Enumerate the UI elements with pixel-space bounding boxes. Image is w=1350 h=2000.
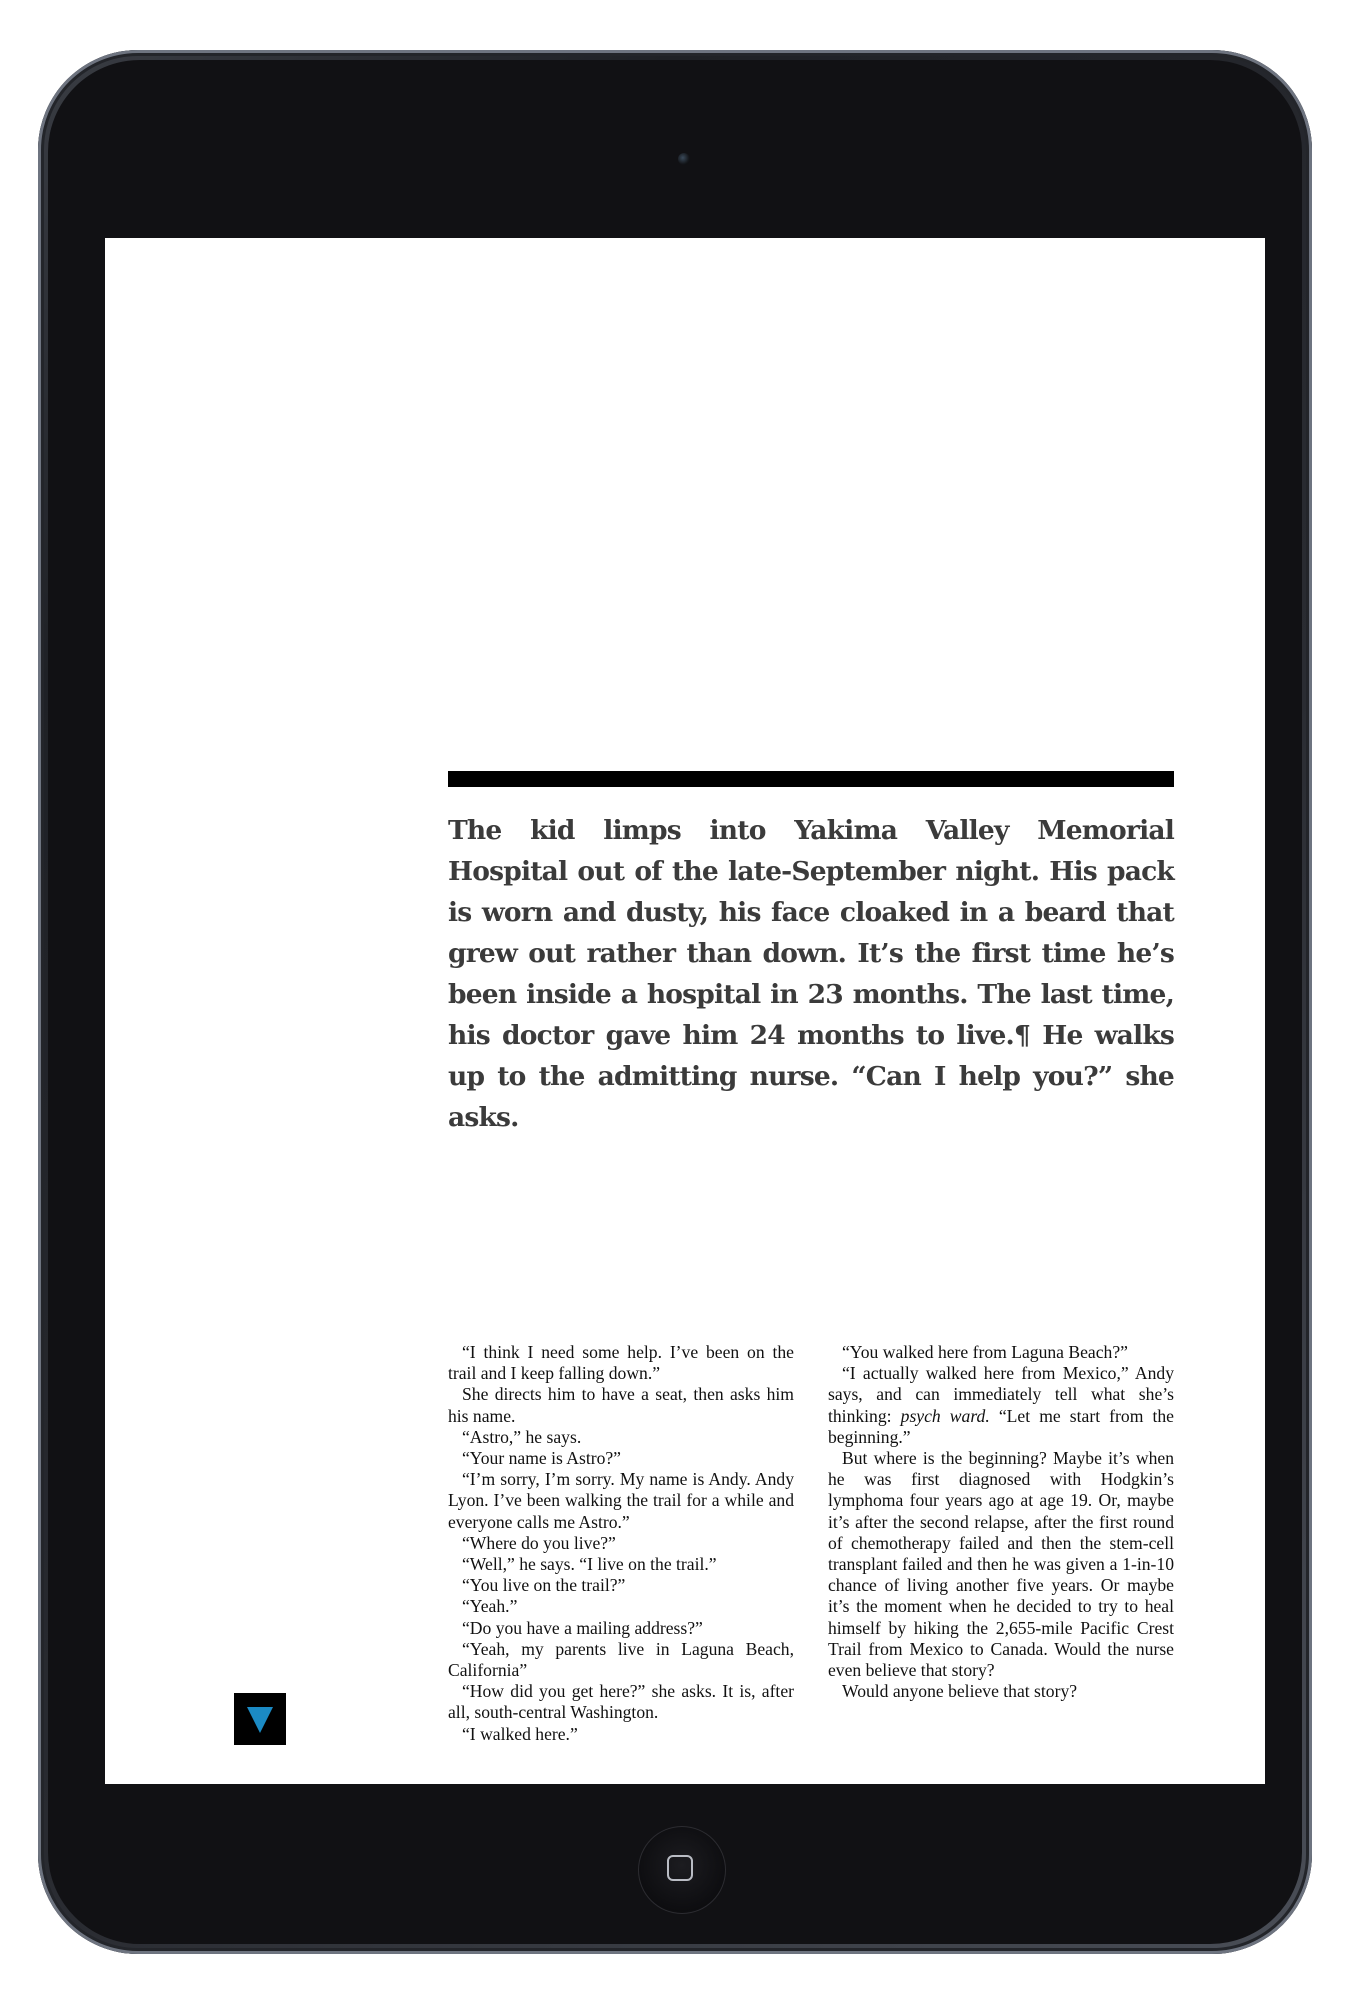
article-deck: The kid limps into Yakima Valley Memorial Hospital out of the late-September night. His pack is worn and dusty, his face cloaked in a beard that grew out rather than down. It’s the first time he’s been inside a hospital in 23 months. The last time, his doctor gave him 24 months to live.¶ He walks up to the admitting nurse. “Can I help you?” she asks. — [448, 815, 1174, 1133]
tablet-screen — [105, 238, 1265, 1784]
paragraph: But where is the beginning? Maybe it’s when he was first diagnosed with Hodgkin’s lymphoma four years ago at age 19. Or, maybe it’s after the second relapse, after the first round of chemotherapy failed and then the stem-cell transplant failed and then he was given a 1-in-10 chance of living another five years. Or maybe it’s the moment when he decided to try to heal himself by hiking the 2,655-mile Pacific Crest Trail from Mexico to Canada. Would the nurse even believe that story? — [828, 1448, 1174, 1681]
paragraph: “How did you get here?” she asks. It is, after all, south-central Washington. — [448, 1681, 794, 1723]
deck-rule — [448, 771, 1174, 787]
italic-phrase: psych ward. — [900, 1405, 990, 1426]
paragraph: “Well,” he says. “I live on the trail.” — [462, 1554, 717, 1575]
paragraph: “Your name is Astro?” — [462, 1448, 621, 1469]
front-camera — [678, 153, 690, 165]
paragraph: Would anyone believe that story? — [842, 1681, 1078, 1702]
paragraph-text: “I actually walked here from Mexico,” Andy says, and can immediately tell what she’s thinking: — [828, 1363, 1174, 1426]
paragraph: She directs him to have a seat, then asks him his name. — [448, 1384, 794, 1426]
scroll-down-marker[interactable] — [234, 1693, 286, 1745]
paragraph: “Yeah.” — [462, 1596, 518, 1617]
paragraph: “Do you have a mailing address?” — [462, 1617, 703, 1638]
paragraph: “I’m sorry, I’m sorry. My name is Andy. Andy Lyon. I’ve been walking the trail for a while and everyone calls me Astro.” — [448, 1469, 794, 1532]
home-button[interactable] — [638, 1826, 726, 1914]
article-column-2 — [828, 1342, 1174, 1745]
article-column-1 — [448, 1342, 794, 1745]
tablet-device — [38, 50, 1312, 1954]
article-body — [448, 1342, 1174, 1745]
paragraph: “I walked here.” — [462, 1723, 578, 1744]
paragraph: “Yeah, my parents live in Laguna Beach, California” — [448, 1638, 794, 1681]
paragraph: “Astro,” he says. — [462, 1426, 582, 1447]
paragraph: “You walked here from Laguna Beach?” — [842, 1342, 1128, 1362]
home-button-square-icon — [667, 1855, 693, 1881]
paragraph-text: “Let me start from the beginning.” — [828, 1405, 1174, 1447]
paragraph: “Where do you live?” — [462, 1532, 616, 1553]
tablet-bezel — [48, 60, 1302, 1944]
paragraph: “I think I need some help. I’ve been on the trail and I keep falling down.” — [448, 1342, 794, 1384]
paragraph — [828, 1363, 1174, 1448]
down-triangle-icon — [247, 1707, 273, 1733]
paragraph: “You live on the trail?” — [462, 1575, 626, 1596]
